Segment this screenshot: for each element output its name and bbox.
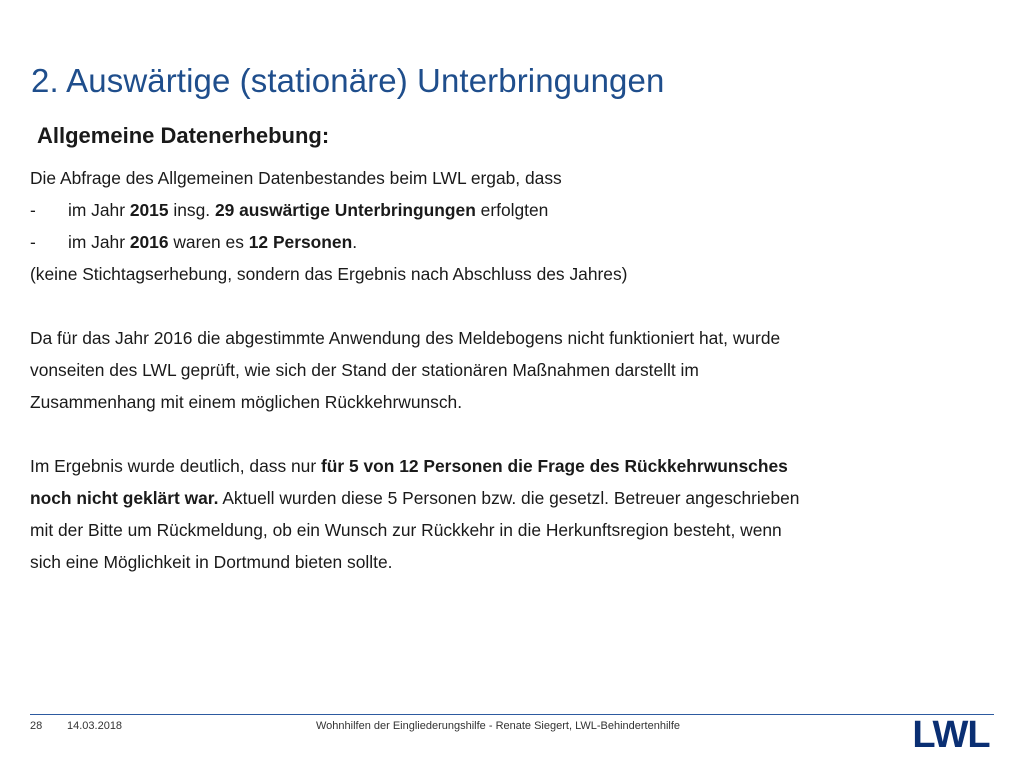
paragraph2-text: Im Ergebnis wurde deutlich, dass nur (30, 456, 321, 476)
slide-body (30, 162, 990, 578)
lwl-logo (906, 717, 996, 750)
bullet-highlight: 29 auswärtige Unterbringungen (214, 200, 476, 220)
paragraph-gap (30, 290, 990, 322)
paragraph2-highlight: für 5 von 12 Personen die Frage des Rückkehrwunsches (320, 456, 788, 476)
logo-text: LWL (912, 717, 990, 750)
paragraph2-line: mit der Bitte um Rückmeldung, ob ein Wunsch zur Rückkehr in die Herkunftsregion besteht, wenn (30, 520, 782, 540)
paragraph-gap (30, 418, 990, 450)
bullet-text: im Jahr (68, 232, 130, 252)
bullet-item-2016 (30, 226, 990, 258)
footer-divider (30, 714, 994, 715)
bullet-text: insg. (168, 200, 215, 220)
bullet-year: 2016 (129, 232, 169, 252)
paragraph2-line (30, 450, 990, 482)
page-number: 28 (30, 720, 43, 732)
paragraph2-text: Aktuell wurden diese 5 Personen bzw. die gesetzl. Betreuer angeschrieben (218, 488, 800, 508)
intro-text: Die Abfrage des Allgemeinen Datenbestandes beim LWL ergab, dass (30, 168, 562, 188)
bullet-text: waren es (168, 232, 249, 252)
slide-title: 2. Auswärtige (stationäre) Unterbringungen (31, 62, 665, 99)
paragraph1-line: Da für das Jahr 2016 die abgestimmte Anwendung des Meldebogens nicht funktioniert hat, wurde (30, 328, 781, 348)
bullet-item-2015 (30, 194, 990, 226)
bullet-highlight: 12 Personen (248, 232, 353, 252)
bullet-year: 2015 (129, 200, 169, 220)
note-text: (keine Stichtagserhebung, sondern das Ergebnis nach Abschluss des Jahres) (30, 264, 628, 284)
bullet-text: erfolgten (475, 200, 549, 220)
paragraph2-highlight: noch nicht geklärt war. (30, 488, 219, 508)
paragraph1-line: vonseiten des LWL geprüft, wie sich der Stand der stationären Maßnahmen darstellt im (30, 360, 699, 380)
bullet-marker: - (30, 232, 36, 252)
paragraph2-line: sich eine Möglichkeit in Dortmund bieten sollte. (30, 552, 393, 572)
paragraph1-line: Zusammenhang mit einem möglichen Rückkehrwunsch. (30, 392, 463, 412)
footer-date: 14.03.2018 (67, 720, 123, 732)
slide-subtitle: Allgemeine Datenerhebung: (37, 123, 330, 148)
paragraph2-line (30, 482, 990, 514)
bullet-text: . (352, 232, 358, 252)
footer-text: Wohnhilfen der Eingliederungshilfe - Renate Siegert, LWL-Behindertenhilfe (316, 720, 681, 732)
bullet-text: im Jahr (68, 200, 130, 220)
bullet-marker: - (30, 200, 36, 220)
